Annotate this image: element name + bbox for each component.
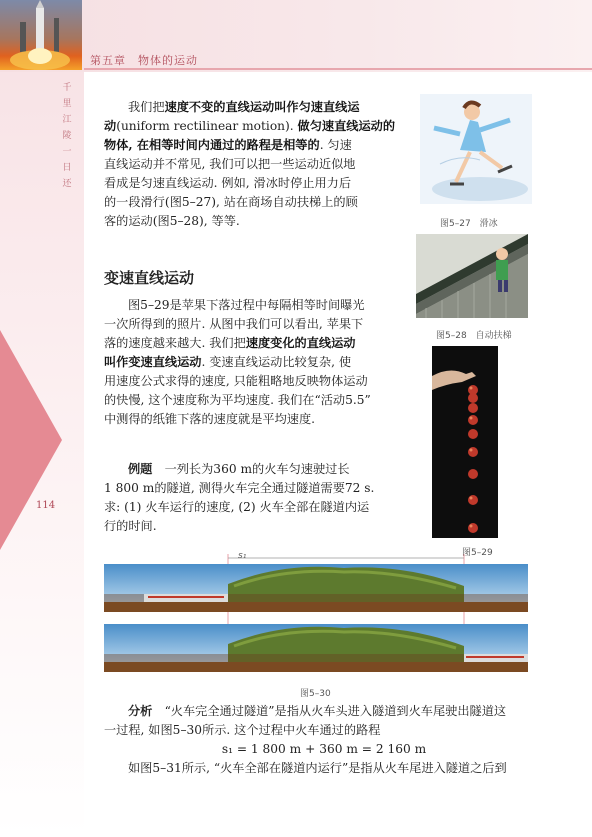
falling-apple-photo <box>432 346 498 538</box>
caption-fig-5-27: 图5–27 滑冰 <box>440 219 498 229</box>
escalator-figure <box>416 234 528 318</box>
skater-figure <box>420 94 532 204</box>
analysis-paragraph: 分析 “火车完全通过隧道”是指从火车头进入隧道到火车尾驶出隧道这 一过程, 如图5–30所示. 这个过程中火车通过的路程 s₁ = 1 800 m + 360 m = 2 160 m 如图5–31所示, “火车全部在隧道内运行”是指从火车尾进入隧道之后到 <box>104 702 544 778</box>
distance-equation: s₁ = 1 800 m + 360 m = 2 160 m <box>221 742 427 756</box>
example-label: 例题 <box>128 462 153 476</box>
analysis-label: 分析 <box>128 704 153 718</box>
margin-poem: 千里江陵一日还 <box>62 83 72 189</box>
section-heading-variable-motion: 变速直线运动 <box>104 269 195 287</box>
paragraph-variable-motion: 图5–29是苹果下落过程中每隔相等时间曝光 一次所得到的照片. 从图中我们可以看出, 苹果下 落的速度越来越大. 我们把速度变化的直线运动 叫作变速直线运动. 变速直线运动比较复杂, 使 用速度公式求得的速度, 只能粗略地反映物体运动 的快慢, 这个速度称为平均速度. 我们在“活动5.5” 中测得的纸锥下落的速度就是平均速度. <box>104 298 371 426</box>
train-tunnel-diagram <box>104 550 528 680</box>
paragraph-uniform-motion: 我们把速度不变的直线运动叫作匀速直线运 动(uniform rectilinear motion). 做匀速直线运动的 物体, 在相等时间内通过的路程是相等的. 匀速 直线运动并不常见, 我们可以把一些运动近似地 看成是匀速直线运动. 例如, 滑冰时停止用力后 的一段滑行(图5–27), 站在商场自动扶梯上的顾 客的运动(图5–28), 等等. <box>104 100 396 228</box>
distance-label-s1: s₁ <box>238 551 247 561</box>
page-number: 114 <box>36 500 56 511</box>
header-rule <box>84 68 592 70</box>
caption-fig-5-28: 图5–28 自动扶梯 <box>436 331 512 341</box>
rocket-launch-image <box>0 0 82 70</box>
chapter-title: 第五章 物体的运动 <box>90 54 198 67</box>
example-problem: 例题 一列长为360 m的火车匀速驶过长 1 800 m的隧道, 测得火车完全通过隧道需要72 s. 求: (1) 火车运行的速度, (2) 火车全部在隧道内运 行的时间. <box>104 462 375 533</box>
caption-fig-5-30: 图5–30 <box>300 689 331 699</box>
margin-triangle <box>0 330 62 550</box>
header-band <box>0 0 592 72</box>
caption-fig-5-29: 图5–29 <box>462 548 493 558</box>
